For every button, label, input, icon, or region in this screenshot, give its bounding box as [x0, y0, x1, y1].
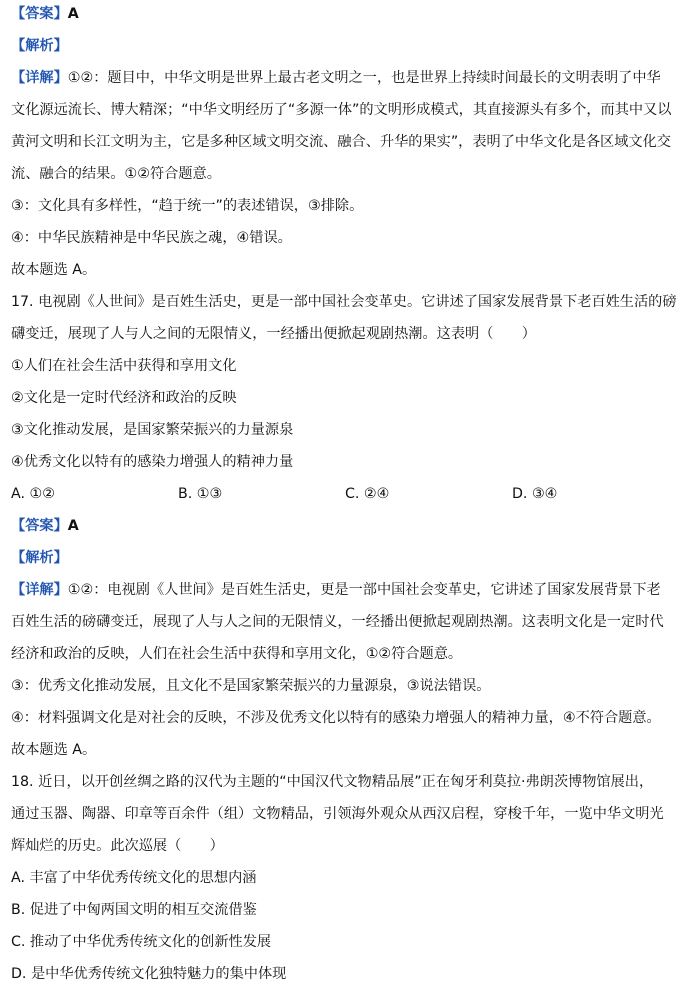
detail-tag: 【详解】: [11, 582, 68, 598]
question-stem: 17. 电视剧《人世间》是百姓生活史，更是一部中国社会变革史。它讲述了国家发展背景下老百姓生活的磅: [11, 294, 677, 310]
detail-line: [11, 574, 683, 606]
conclusion-line: 故本题选 A。: [11, 262, 97, 278]
options-row: [11, 478, 683, 510]
option-d: D. ③④: [512, 486, 558, 502]
answer-tag: 【答案】: [11, 518, 68, 534]
statement-item: ③文化推动发展，是国家繁荣振兴的力量源泉: [11, 422, 294, 438]
statement-item: ②文化是一定时代经济和政治的反映: [11, 390, 237, 406]
option-a: A. 丰富了中华优秀传统文化的思想内涵: [11, 870, 257, 886]
detail-text: ①②：电视剧《人世间》是百姓生活史，更是一部中国社会变革史，它讲述了国家发展背景下老: [67, 582, 661, 598]
statement-item: ④优秀文化以特有的感染力增强人的精神力量: [11, 454, 294, 470]
question-stem: 通过玉器、陶器、印章等百余件（组）文物精品，引领海外观众从西汉启程，穿梭千年，一览中华文明光: [11, 806, 664, 822]
analysis-tag: 【解析】: [11, 550, 68, 566]
question-stem: 辉灿烂的历史。此次巡展（ ）: [11, 838, 224, 854]
option-b: B. 促进了中匈两国文明的相互交流借鉴: [11, 902, 257, 918]
answer-line: [11, 510, 683, 542]
detail-line: ③：优秀文化推动发展，且文化不是国家繁荣振兴的力量源泉，③说法错误。: [11, 678, 491, 694]
option-d: D. 是中华优秀传统文化独特魅力的集中体现: [11, 966, 287, 982]
detail-line: 百姓生活的磅礴变迁，展现了人与人之间的无限情义，一经播出便掀起观剧热潮。这表明文化是一定时代: [11, 614, 664, 630]
detail-line: 黄河文明和长江文明为主，它是多种区域文明交流、融合、升华的果实”，表明了中华文化是各区域文化交: [11, 134, 671, 150]
detail-line: [11, 62, 683, 94]
analysis-tag: 【解析】: [11, 38, 68, 54]
detail-line: ③：文化具有多样性，“趋于统一”的表述错误，③排除。: [11, 198, 364, 214]
conclusion-line: 故本题选 A。: [11, 742, 97, 758]
detail-line: ④：材料强调文化是对社会的反映，不涉及优秀文化以特有的感染力增强人的精神力量，④不符合题意。: [11, 710, 661, 726]
option-b: B. ①③: [178, 486, 223, 502]
answer-line: [11, 0, 683, 30]
option-a: A. ①②: [11, 486, 55, 502]
detail-line: 经济和政治的反映，人们在社会生活中获得和享用文化，①②符合题意。: [11, 646, 463, 662]
detail-line: 文化源远流长、博大精深；“中华文明经历了“多源一体”的文明形成模式，其直接源头有多个，而其中又以: [11, 102, 672, 118]
detail-tag: 【详解】: [11, 70, 68, 86]
detail-line: ④：中华民族精神是中华民族之魂，④错误。: [11, 230, 292, 246]
option-c: C. ②④: [345, 486, 390, 502]
question-stem: 18. 近日，以开创丝绸之路的汉代为主题的“中国汉代文物精品展”正在匈牙利莫拉·弗朗茨博物馆展出，: [11, 774, 654, 790]
answer-value: A: [67, 518, 79, 534]
detail-line: 流、融合的结果。①②符合题意。: [11, 166, 221, 182]
answer-value: A: [67, 6, 79, 22]
option-c: C. 推动了中华优秀传统文化的创新性发展: [11, 934, 272, 950]
detail-text: ①②：题目中，中华文明是世界上最古老文明之一，也是世界上持续时间最长的文明表明了中华: [67, 70, 661, 86]
answer-tag: 【答案】: [11, 6, 68, 22]
statement-item: ①人们在社会生活中获得和享用文化: [11, 358, 237, 374]
question-stem: 礴变迁，展现了人与人之间的无限情义，一经播出便掀起观剧热潮。这表明（ ）: [11, 326, 536, 342]
